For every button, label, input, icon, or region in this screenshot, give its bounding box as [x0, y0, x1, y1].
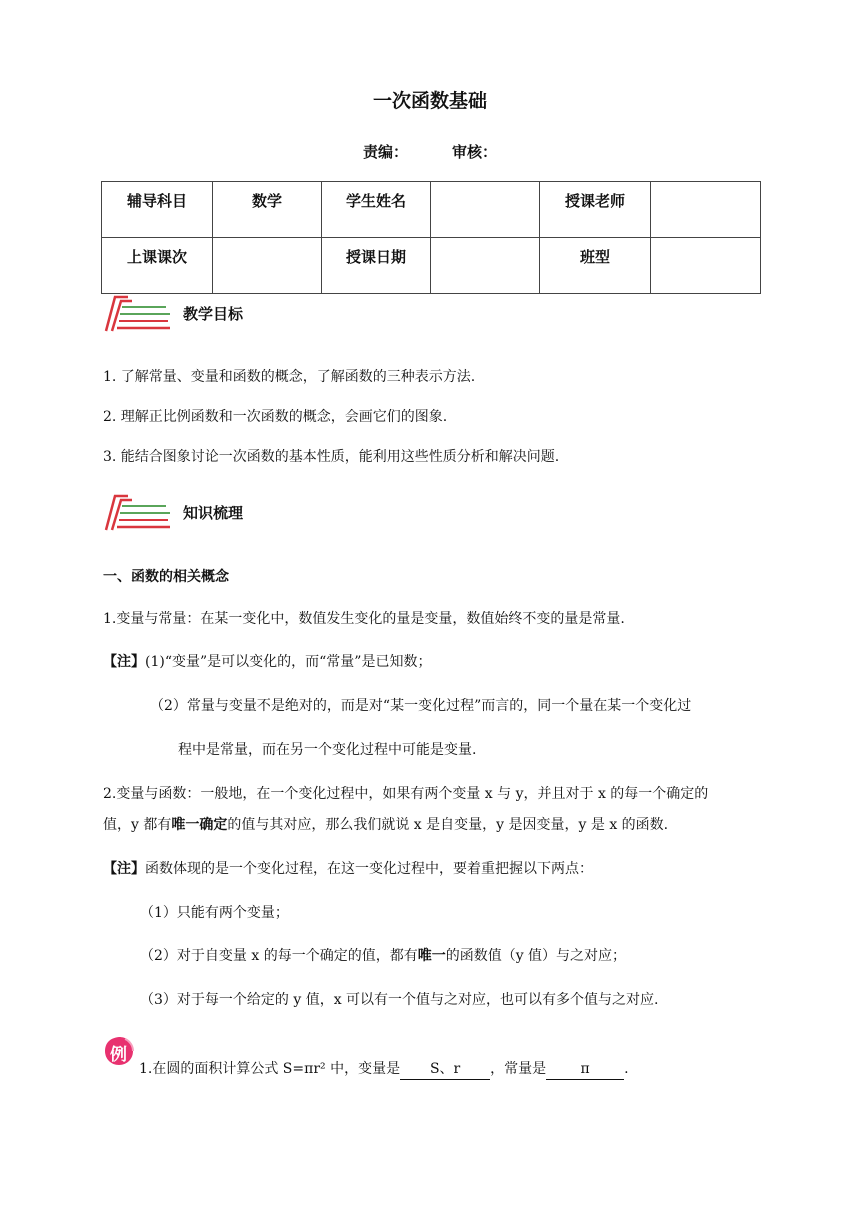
note-tag: 【注】	[103, 861, 145, 877]
point-item: （1）只能有两个变量；	[140, 905, 289, 921]
text-run: 的函数值（y 值）与之对应；	[445, 948, 627, 964]
table-cell: 授课日期	[322, 238, 431, 294]
answer-blank-variables[interactable]: S、r	[400, 1059, 490, 1080]
section-title: 知识梳理	[183, 504, 244, 522]
text-emphasis: 唯一	[417, 948, 446, 964]
editor-label: 责编：	[362, 143, 408, 161]
answer-blank-constant[interactable]: π	[546, 1059, 624, 1080]
table-cell[interactable]	[431, 238, 540, 294]
table-row	[102, 238, 761, 294]
table-cell[interactable]	[651, 238, 761, 294]
subsection-heading: 一、函数的相关概念	[103, 569, 229, 585]
table-cell[interactable]	[213, 238, 322, 294]
note-tag: 【注】	[103, 654, 145, 670]
reviewer-line	[0, 141, 860, 162]
paragraph: 1.变量与常量：在某一变化中，数值发生变化的量是变量，数值始终不变的量是常量.	[103, 611, 625, 627]
text-run: 的值与其对应，那么我们就说 x 是自变量，y 是因变量，y 是 x 的函数.	[227, 817, 669, 833]
checker-label: 审核：	[452, 143, 498, 161]
books-icon	[102, 293, 174, 333]
goal-item: 3. 能结合图象讨论一次函数的基本性质，能利用这些性质分析和解决问题.	[103, 449, 560, 465]
table-cell: 辅导科目	[102, 182, 213, 238]
table-cell: 上课课次	[102, 238, 213, 294]
example-question	[139, 1059, 629, 1080]
note-line	[103, 652, 431, 672]
point-item: （3）对于每一个给定的 y 值，x 可以有一个值与之对应，也可以有多个值与之对应.	[140, 992, 659, 1008]
goal-item: 1. 了解常量、变量和函数的概念，了解函数的三种表示方法.	[103, 369, 476, 385]
table-cell[interactable]	[651, 182, 761, 238]
goal-item: 2. 理解正比例函数和一次函数的概念，会画它们的图象.	[103, 409, 448, 425]
table-cell: 授课老师	[540, 182, 651, 238]
table-row	[102, 182, 761, 238]
text-emphasis: 唯一确定	[171, 817, 228, 833]
text-run: （2）对于自变量 x 的每一个确定的值，都有	[140, 948, 418, 964]
formula: πr² 中，变量是	[304, 1061, 401, 1077]
paragraph	[103, 815, 668, 835]
page-title: 一次函数基础	[372, 90, 487, 112]
text-run: 1.在圆的面积计算公式 S=	[139, 1061, 305, 1077]
text-run: .	[624, 1061, 629, 1077]
section-title: 教学目标	[183, 305, 244, 323]
table-cell: 数学	[213, 182, 322, 238]
paragraph: 2.变量与函数：一般地，在一个变化过程中，如果有两个变量 x 与 y，并且对于 x 的每一个确定的	[103, 786, 709, 802]
text-run: ，常量是	[490, 1061, 547, 1077]
books-icon	[102, 492, 174, 532]
example-badge	[103, 1035, 135, 1067]
text-run: 值，y 都有	[103, 817, 172, 833]
table-cell: 学生姓名	[322, 182, 431, 238]
note-line	[103, 859, 593, 879]
note-text: 函数体现的是一个变化过程，在这一变化过程中，要着重把握以下两点：	[145, 861, 593, 877]
table-cell: 班型	[540, 238, 651, 294]
example-badge-label: 例	[110, 1045, 127, 1065]
note-text: (1)“变量”是可以变化的，而“常量”是已知数；	[145, 654, 432, 670]
note-line: （2）常量与变量不是绝对的，而是对“某一变化过程”而言的，同一个量在某一个变化过	[150, 698, 692, 714]
class-info-table	[101, 181, 761, 294]
section-heading-goals	[102, 293, 402, 333]
table-cell[interactable]	[431, 182, 540, 238]
note-line: 程中是常量，而在另一个变化过程中可能是变量.	[178, 742, 477, 758]
section-heading-knowledge	[102, 492, 402, 532]
point-item	[140, 946, 626, 966]
